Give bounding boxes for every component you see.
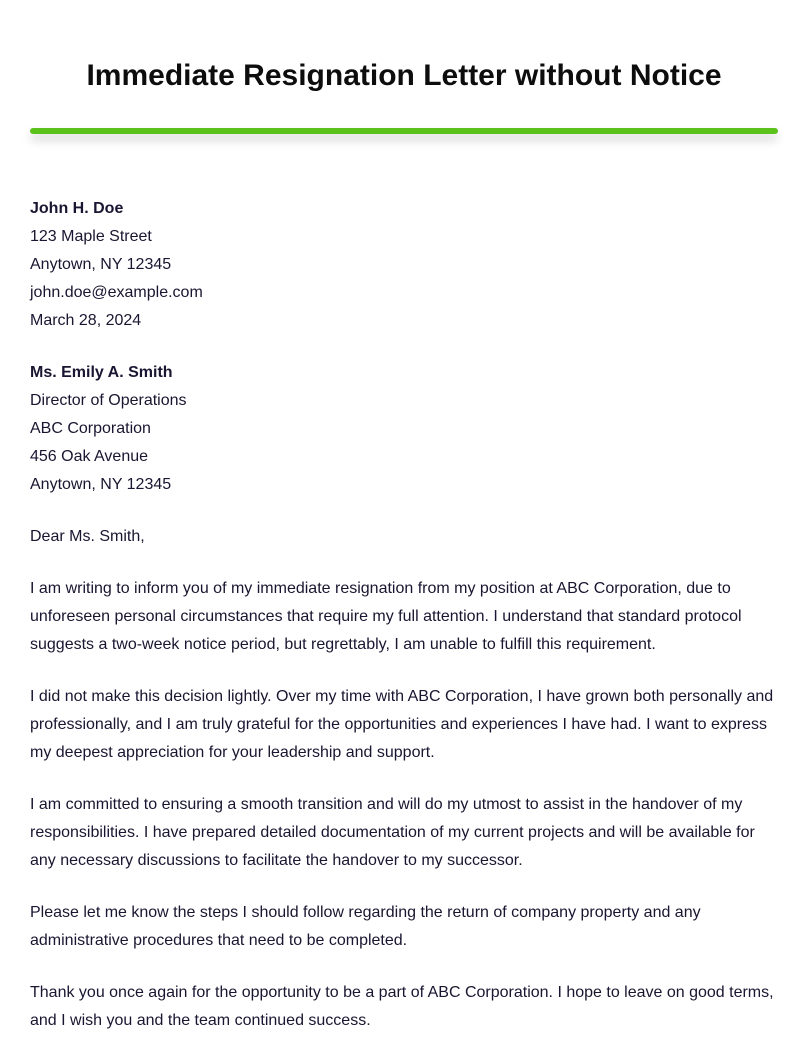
letter-body <box>30 195 780 1059</box>
body-paragraph: I am committed to ensuring a smooth transition and will do my utmost to assist in the handover of my responsibilities. I have prepared detailed documentation of my current projects and will be available for any necessary discussions to facilitate the handover to my successor. <box>30 796 755 869</box>
salutation: Dear Ms. Smith, <box>30 528 145 545</box>
sender-block <box>30 195 780 335</box>
recipient-city: Anytown, NY 12345 <box>30 476 172 493</box>
document-header <box>0 0 808 160</box>
sender-name: John H. Doe <box>30 200 124 217</box>
sender-city: Anytown, NY 12345 <box>30 256 172 273</box>
recipient-name: Ms. Emily A. Smith <box>30 364 173 381</box>
body-paragraph: Thank you once again for the opportunity to be a part of ABC Corporation. I hope to leave on good terms, and I wish you and the team continued success. <box>30 984 774 1029</box>
sender-street: 123 Maple Street <box>30 228 152 245</box>
document-title: Immediate Resignation Letter without Notice <box>86 59 722 92</box>
body-paragraph: Please let me know the steps I should follow regarding the return of company property and any administrative procedures that need to be completed. <box>30 904 701 949</box>
body-paragraph: I am writing to inform you of my immediate resignation from my position at ABC Corporation, due to unforeseen personal circumstances that require my full attention. I understand that standard protocol suggests a two-week notice period, but regrettably, I am unable to fulfill this requirement. <box>30 580 742 653</box>
letter-date: March 28, 2024 <box>30 312 142 329</box>
recipient-block <box>30 359 780 499</box>
sender-email: john.doe@example.com <box>30 284 203 301</box>
recipient-title: Director of Operations <box>30 392 187 409</box>
body-paragraph: I did not make this decision lightly. Over my time with ABC Corporation, I have grown both personally and professionally, and I am truly grateful for the opportunities and experiences I have had. I want to express my deepest appreciation for your leadership and support. <box>30 688 774 761</box>
title-divider <box>30 128 778 134</box>
recipient-street: 456 Oak Avenue <box>30 448 149 465</box>
recipient-company: ABC Corporation <box>30 420 151 437</box>
